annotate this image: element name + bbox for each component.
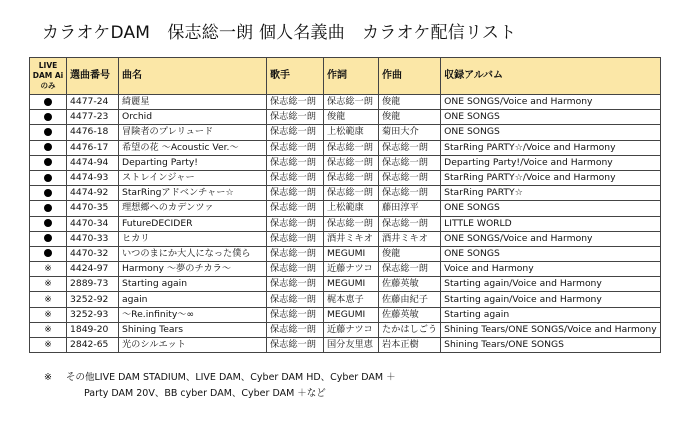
live-dam-ai-mark [30,322,67,337]
cell-number: 4474-93 [67,170,119,185]
header-lyricist: 作詞 [324,58,379,95]
header-album: 収録アルバム [441,58,661,95]
table-row [30,216,661,231]
cell-composer: 藤田淳平 [379,201,441,216]
cell-composer: 酒井ミキオ [379,231,441,246]
header-singer: 歌手 [267,58,324,95]
cell-singer: 保志総一朗 [267,307,324,322]
cell-number: 4470-33 [67,231,119,246]
cell-lyricist: 保志総一朗 [324,95,379,110]
cell-number: 2889-73 [67,277,119,292]
table-row [30,262,661,277]
footnote-symbol: ※ [44,372,52,383]
cell-album: ONE SONGS/Voice and Harmony [441,231,661,246]
reference-mark-icon: ※ [44,340,52,351]
cell-singer: 保志総一朗 [267,246,324,261]
table-row [30,277,661,292]
table-row [30,110,661,125]
live-dam-ai-mark [30,95,67,110]
filled-circle-icon [44,174,52,182]
header-number: 選曲番号 [67,58,119,95]
cell-number: 3252-93 [67,307,119,322]
live-dam-ai-mark [30,155,67,170]
table-row [30,307,661,322]
cell-album: Starting again/Voice and Harmony [441,292,661,307]
live-dam-ai-mark [30,292,67,307]
cell-singer: 保志総一朗 [267,110,324,125]
cell-singer: 保志総一朗 [267,322,324,337]
table-row [30,155,661,170]
cell-lyricist: 保志総一朗 [324,186,379,201]
footnote-line-2: Party DAM 20V、BB cyber DAM、Cyber DAM ＋など [84,388,326,399]
cell-song: 理想郷へのカデンツァ [119,201,267,216]
cell-number: 2842-65 [67,338,119,353]
filled-circle-icon [44,189,52,197]
cell-album: ONE SONGS [441,201,661,216]
cell-composer: 佐藤英敏 [379,307,441,322]
cell-album: ONE SONGS [441,125,661,140]
cell-composer: 俊龍 [379,110,441,125]
filled-circle-icon [44,113,52,121]
cell-singer: 保志総一朗 [267,216,324,231]
reference-mark-icon: ※ [44,294,52,305]
cell-composer: 俊龍 [379,246,441,261]
cell-singer: 保志総一朗 [267,95,324,110]
cell-singer: 保志総一朗 [267,231,324,246]
filled-circle-icon [44,219,52,227]
live-dam-ai-mark [30,307,67,322]
cell-composer: 保志総一朗 [379,140,441,155]
cell-song: ストレインジャー [119,170,267,185]
cell-composer: たかはしごう [379,322,441,337]
live-dam-ai-mark [30,201,67,216]
live-dam-ai-mark [30,246,67,261]
reference-mark-icon: ※ [44,279,52,290]
cell-composer: 保志総一朗 [379,155,441,170]
live-dam-ai-mark [30,110,67,125]
cell-singer: 保志総一朗 [267,201,324,216]
cell-lyricist: MEGUMI [324,277,379,292]
cell-album: Starting again/Voice and Harmony [441,277,661,292]
cell-song: Departing Party! [119,155,267,170]
cell-song: Shining Tears [119,322,267,337]
table-body [30,95,661,353]
header-composer: 作曲 [379,58,441,95]
filled-circle-icon [44,158,52,166]
cell-song: ヒカリ [119,231,267,246]
cell-number: 4470-35 [67,201,119,216]
cell-song: 希望の花 〜Acoustic Ver.〜 [119,140,267,155]
table-row [30,338,661,353]
cell-song: 〜Re.infinity〜∞ [119,307,267,322]
cell-lyricist: 保志総一朗 [324,155,379,170]
cell-singer: 保志総一朗 [267,140,324,155]
filled-circle-icon [44,249,52,257]
cell-song: StarRingアドベンチャー☆ [119,186,267,201]
cell-number: 3252-92 [67,292,119,307]
cell-lyricist: 上松範康 [324,201,379,216]
reference-mark-icon: ※ [44,309,52,320]
cell-album: ONE SONGS [441,110,661,125]
filled-circle-icon [44,204,52,212]
cell-singer: 保志総一朗 [267,186,324,201]
live-dam-ai-mark [30,170,67,185]
cell-song: FutureDECIDER [119,216,267,231]
cell-number: 4474-92 [67,186,119,201]
cell-song: いつのまにか大人になった僕ら [119,246,267,261]
cell-lyricist: 保志総一朗 [324,216,379,231]
footnote [44,370,396,402]
cell-composer: 保志総一朗 [379,216,441,231]
cell-number: 4476-17 [67,140,119,155]
cell-composer: 菊田大介 [379,125,441,140]
table-row [30,246,661,261]
cell-number: 4477-24 [67,95,119,110]
cell-composer: 佐藤英敏 [379,277,441,292]
cell-lyricist: MEGUMI [324,307,379,322]
cell-song: 冒険者のプレリュード [119,125,267,140]
cell-album: Shining Tears/ONE SONGS/Voice and Harmony [441,322,661,337]
cell-singer: 保志総一朗 [267,170,324,185]
cell-song: Orchid [119,110,267,125]
cell-number: 4470-32 [67,246,119,261]
cell-composer: 保志総一朗 [379,186,441,201]
cell-number: 4474-94 [67,155,119,170]
cell-lyricist: MEGUMI [324,246,379,261]
cell-number: 4424-97 [67,262,119,277]
cell-lyricist: 上松範康 [324,125,379,140]
cell-number: 4470-34 [67,216,119,231]
cell-composer: 保志総一朗 [379,170,441,185]
filled-circle-icon [44,98,52,106]
cell-album: StarRing PARTY☆/Voice and Harmony [441,140,661,155]
cell-composer: 保志総一朗 [379,262,441,277]
cell-album: Shining Tears/ONE SONGS [441,338,661,353]
cell-lyricist: 国分友里恵 [324,338,379,353]
cell-number: 4476-18 [67,125,119,140]
live-dam-ai-mark [30,186,67,201]
table-row [30,95,661,110]
cell-album: ONE SONGS [441,246,661,261]
table-row [30,322,661,337]
cell-album: Starting again [441,307,661,322]
live-dam-ai-mark [30,277,67,292]
cell-song: 光のシルエット [119,338,267,353]
cell-number: 1849-20 [67,322,119,337]
cell-lyricist: 梶本恵子 [324,292,379,307]
live-dam-ai-mark [30,216,67,231]
table-row [30,231,661,246]
cell-composer: 岩本正樹 [379,338,441,353]
live-dam-ai-mark [30,125,67,140]
cell-album: StarRing PARTY☆/Voice and Harmony [441,170,661,185]
reference-mark-icon: ※ [44,324,52,335]
cell-lyricist: 近藤ナツコ [324,322,379,337]
cell-album: Departing Party!/Voice and Harmony [441,155,661,170]
table-row [30,186,661,201]
cell-album: StarRing PARTY☆ [441,186,661,201]
karaoke-list-table [29,57,661,353]
cell-album: ONE SONGS/Voice and Harmony [441,95,661,110]
header-live-dam-ai: LIVE DAM Ai のみ [30,58,67,95]
live-dam-ai-mark [30,231,67,246]
table-row [30,140,661,155]
cell-song: again [119,292,267,307]
cell-lyricist: 保志総一朗 [324,140,379,155]
live-dam-ai-mark [30,338,67,353]
table-row [30,170,661,185]
cell-composer: 佐藤由紀子 [379,292,441,307]
cell-song: 綺麗星 [119,95,267,110]
live-dam-ai-mark [30,140,67,155]
cell-singer: 保志総一朗 [267,262,324,277]
cell-lyricist: 俊龍 [324,110,379,125]
cell-lyricist: 保志総一朗 [324,170,379,185]
header-song: 曲名 [119,58,267,95]
cell-song: Starting again [119,277,267,292]
cell-singer: 保志総一朗 [267,125,324,140]
table-row [30,201,661,216]
reference-mark-icon: ※ [44,264,52,275]
page-title: カラオケDAM 保志総一朗 個人名義曲 カラオケ配信リスト [42,23,517,43]
cell-number: 4477-23 [67,110,119,125]
table-row [30,125,661,140]
table-header-row [30,58,661,95]
cell-singer: 保志総一朗 [267,292,324,307]
cell-album: LITTLE WORLD [441,216,661,231]
footnote-line-1: その他LIVE DAM STADIUM、LIVE DAM、Cyber DAM HD、Cyber DAM ＋ [66,372,396,383]
filled-circle-icon [44,128,52,136]
cell-singer: 保志総一朗 [267,155,324,170]
cell-album: Voice and Harmony [441,262,661,277]
filled-circle-icon [44,234,52,242]
cell-composer: 俊龍 [379,95,441,110]
cell-singer: 保志総一朗 [267,338,324,353]
filled-circle-icon [44,143,52,151]
live-dam-ai-mark [30,262,67,277]
cell-singer: 保志総一朗 [267,277,324,292]
table-row [30,292,661,307]
cell-lyricist: 近藤ナツコ [324,262,379,277]
cell-lyricist: 酒井ミキオ [324,231,379,246]
cell-song: Harmony 〜夢のチカラ〜 [119,262,267,277]
